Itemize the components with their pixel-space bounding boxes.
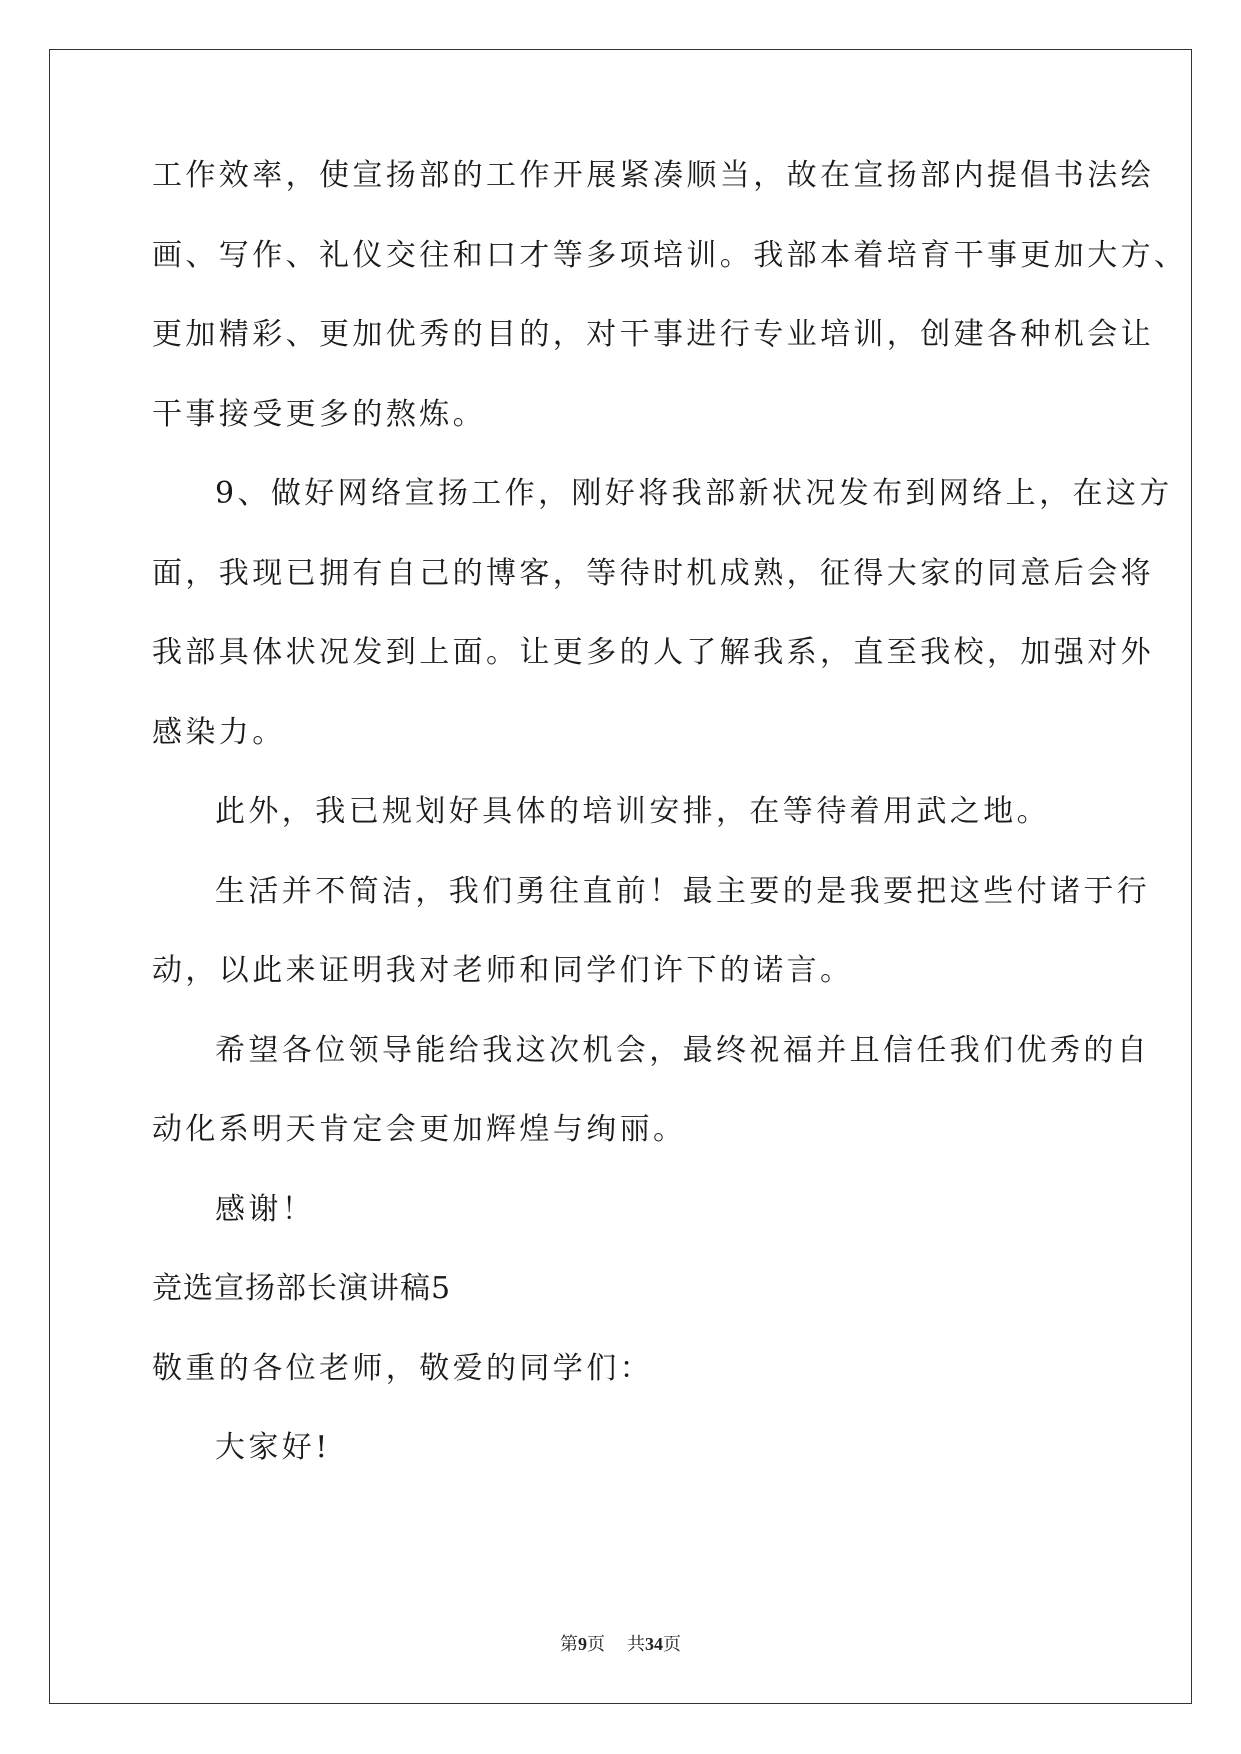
page-number: 9	[578, 1634, 587, 1654]
paragraph-line: 更加精彩、更加优秀的目的，对干事进行专业培训，创建各种机会让	[152, 317, 1154, 352]
total-pages: 34	[645, 1634, 663, 1654]
paragraph-line: 动化系明天肯定会更加辉煌与绚丽。	[152, 1112, 687, 1147]
total-suffix: 页	[663, 1634, 681, 1654]
paragraph-line: 感谢！	[215, 1191, 316, 1227]
total-prefix: 共	[627, 1634, 645, 1654]
paragraph-line: 工作效率，使宣扬部的工作开展紧凑顺当，故在宣扬部内提倡书法绘	[152, 158, 1154, 193]
document-body	[152, 156, 1188, 1508]
paragraph-line: 画、写作、礼仪交往和口才等多项培训。我部本着培育干事更加大方、	[152, 237, 1188, 273]
page-suffix: 页	[587, 1634, 605, 1654]
paragraph-line: 感染力。	[152, 714, 286, 750]
greeting-line: 大家好!	[215, 1430, 331, 1465]
paragraph-line: 我部具体状况发到上面。让更多的人了解我系，直至我校，加强对外	[152, 635, 1154, 670]
paragraph-line: 希望各位领导能给我这次机会，最终祝福并且信任我们优秀的自	[215, 1032, 1151, 1068]
paragraph-line: 面，我现已拥有自己的博客，等待时机成熟，征得大家的同意后会将	[152, 555, 1154, 591]
page-footer	[0, 1632, 1241, 1656]
page-prefix: 第	[560, 1634, 578, 1654]
paragraph-line: 9、做好网络宣扬工作，刚好将我部新状况发布到网络上，在这方	[215, 476, 1173, 511]
section-heading: 竞选宣扬部长演讲稿5	[152, 1271, 452, 1306]
salutation-line: 敬重的各位老师，敬爱的同学们：	[152, 1350, 653, 1386]
paragraph-line: 生活并不简洁，我们勇往直前！最主要的是我要把这些付诸于行	[215, 873, 1151, 909]
paragraph-line: 此外，我已规划好具体的培训安排，在等待着用武之地。	[215, 794, 1050, 829]
paragraph-line: 动，以此来证明我对老师和同学们许下的诺言。	[152, 953, 854, 988]
paragraph-line: 干事接受更多的熬炼。	[152, 396, 486, 432]
